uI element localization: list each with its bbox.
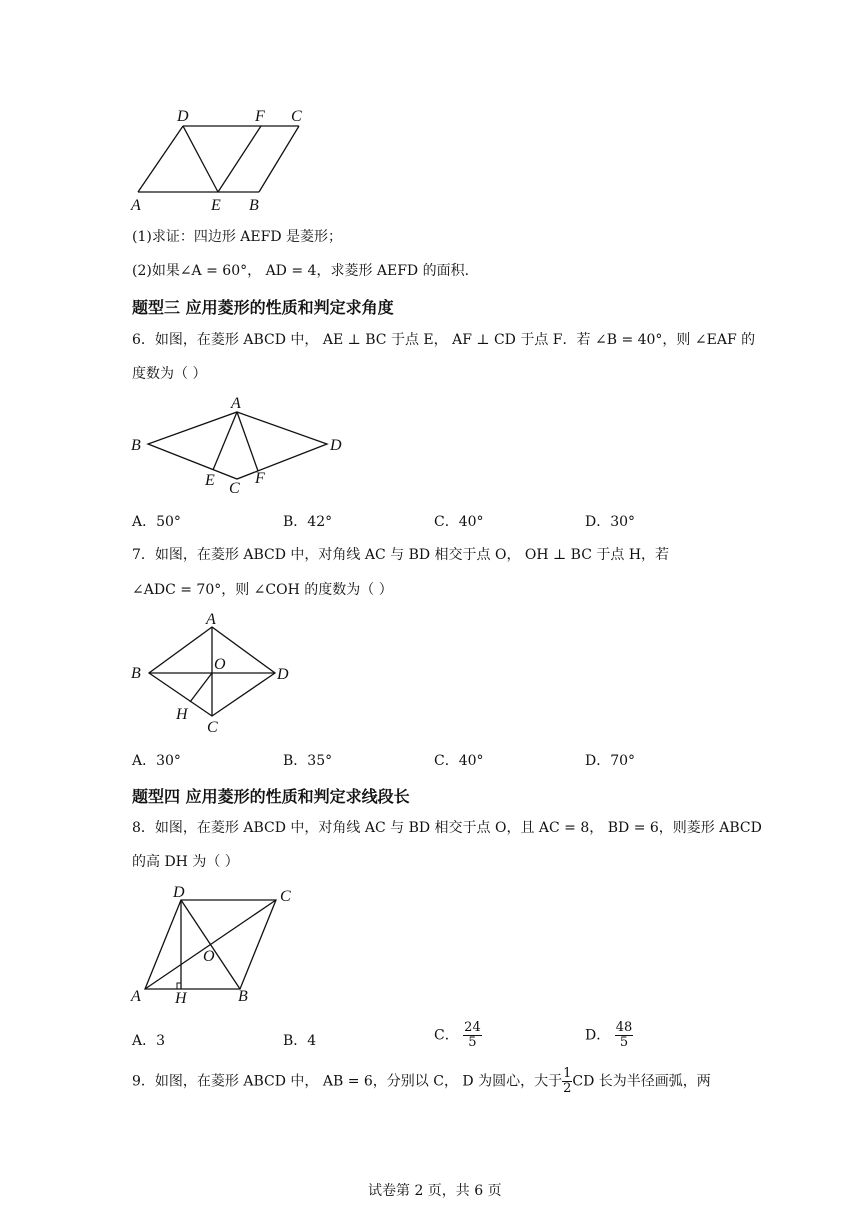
q8-label-B: B [238,988,248,1005]
q8-option-b: B．4 [283,1033,317,1049]
q5-part1: (1)求证：四边形 AEFD 是菱形； [132,229,342,245]
q8-option-c-label: C． [434,1027,459,1044]
q8-label-O: O [203,948,215,965]
q7-option-b: B．35° [283,753,333,769]
q6-line1: 6．如图，在菱形 ABCD 中， AE ⊥ BC 于点 E， AF ⊥ CD 于点 F．若 ∠B = 40°，则 ∠EAF 的 [132,332,756,348]
q8-line1: 8．如图，在菱形 ABCD 中，对角线 AC 与 BD 相交于点 O，且 AC = 8， BD = 6，则菱形 ABCD [132,820,762,836]
q7-label-A: A [206,611,216,628]
q7-label-H: H [176,706,188,723]
q6-option-a: A．50° [132,514,181,530]
q7-label-C: C [207,719,218,736]
q8-label-H: H [175,990,187,1007]
q6-option-d: D．30° [585,514,636,530]
q9-part2: CD 长为半径画弧，两 [572,1073,711,1090]
q8-option-c-numerator: 24 [464,1020,481,1035]
q5-label-B: B [249,197,259,214]
q6-label-E: E [205,472,215,489]
q8-label-D: D [173,884,185,901]
q5-figure [125,104,315,216]
q8-line2: 的高 DH 为（ ） [132,854,239,870]
q5-label-A: A [131,197,141,214]
q9-fraction [562,1067,572,1096]
q8-option-d-denominator: 5 [619,1035,629,1050]
q7-label-D: D [277,666,289,683]
q6-label-C: C [229,480,240,497]
q8-figure [125,879,305,1007]
q5-label-E: E [211,197,221,214]
q7-label-B: B [131,665,141,682]
q6-figure [125,393,355,498]
q6-option-b: B．42° [283,514,333,530]
q8-label-A: A [131,988,141,1005]
q7-label-O: O [214,656,226,673]
q8-label-C: C [280,888,291,905]
q6-label-B: B [131,437,141,454]
q8-option-c-denominator: 5 [468,1035,477,1050]
q7-line1: 7．如图，在菱形 ABCD 中，对角线 AC 与 BD 相交于点 O， OH ⊥ BC 于点 H，若 [132,547,670,563]
q6-label-A: A [231,395,241,412]
q8-option-a: A．3 [132,1033,166,1049]
q9-fraction-denominator: 2 [563,1081,572,1096]
q8-option-d-fraction [615,1021,634,1050]
q7-option-a: A．30° [132,753,181,769]
page-footer: 试卷第 2 页，共 6 页 [368,1183,502,1199]
q5-part2: (2)如果∠A = 60°， AD = 4，求菱形 AEFD 的面积. [132,263,470,279]
section4-title: 题型四 应用菱形的性质和判定求线段长 [132,787,410,806]
q6-line2: 度数为（ ） [132,366,207,382]
q5-label-F: F [255,108,265,125]
q8-option-d-numerator: 48 [615,1020,633,1035]
q7-option-c: C．40° [434,753,484,769]
q6-label-D: D [330,437,342,454]
q8-option-d-label: D． [585,1027,611,1044]
q7-option-d: D．70° [585,753,636,769]
q6-label-F: F [255,470,265,487]
q9-fraction-numerator: 1 [563,1066,572,1081]
section3-title: 题型三 应用菱形的性质和判定求角度 [132,298,394,317]
q8-option-d [585,1021,633,1050]
q5-label-C: C [291,108,302,125]
q7-line2: ∠ADC = 70°，则 ∠COH 的度数为（ ） [132,582,393,598]
q6-option-c: C．40° [434,514,484,530]
q9-part1: 9．如图，在菱形 ABCD 中， AB = 6，分别以 C， D 为圆心，大于 [132,1073,563,1090]
q7-figure [125,606,305,738]
q8-option-c-fraction [463,1021,482,1050]
q8-option-c [434,1021,482,1050]
q5-label-D: D [177,108,189,125]
q9-line1 [132,1067,711,1096]
